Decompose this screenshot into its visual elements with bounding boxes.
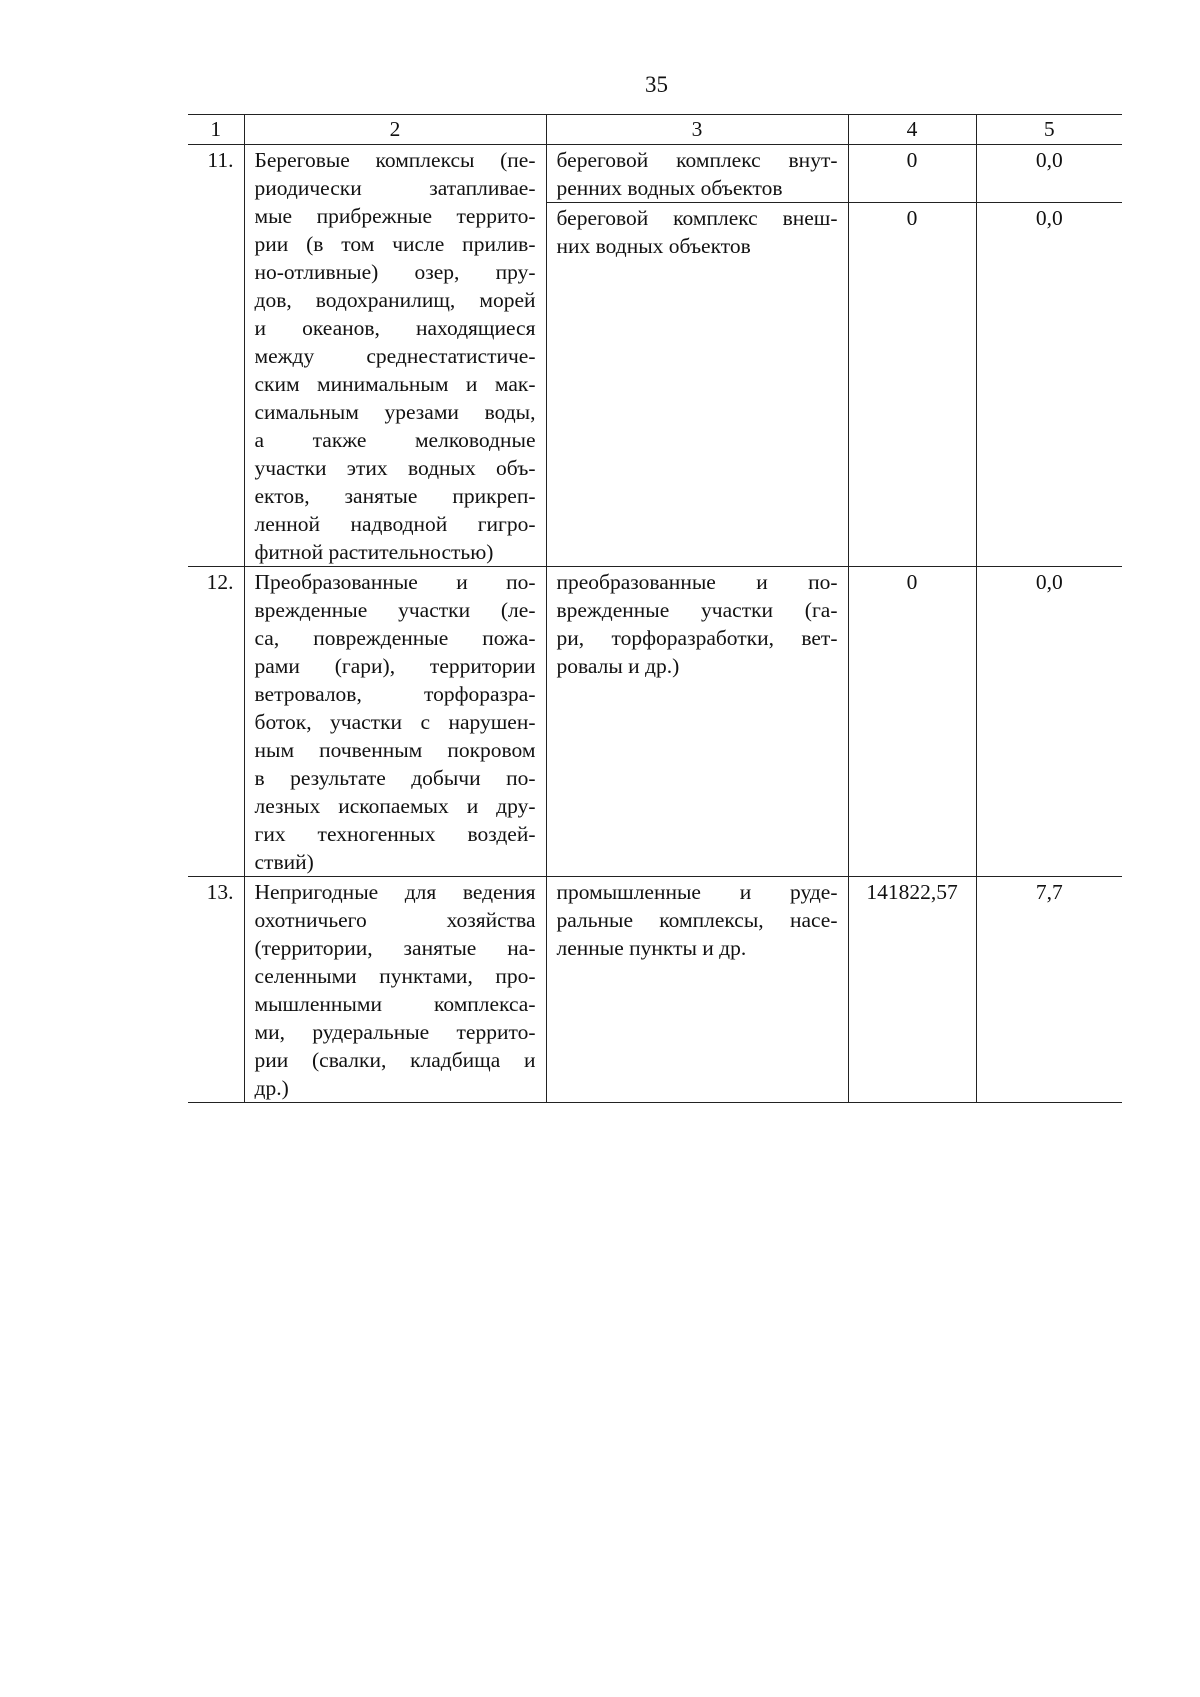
text-line: рии (в том числе прилив- [254, 232, 536, 256]
text-line: между среднестатистиче- [254, 344, 536, 368]
land-category-cell [244, 877, 546, 1103]
data-table [188, 114, 1122, 1103]
column-header: 2 [244, 115, 546, 145]
area-cell: 141822,57 [848, 877, 976, 1103]
text-line: рами (гари), территории [254, 654, 536, 678]
area-cell: 0 [848, 145, 976, 203]
text-line: промышленные и руде- [556, 880, 838, 904]
row-number: 13. [188, 877, 244, 1103]
text-line: ленной надводной гигро- [254, 512, 536, 536]
table-row [188, 145, 1122, 203]
text-line: фитной растительностью) [254, 540, 494, 564]
text-line: ским минимальным и мак- [254, 372, 536, 396]
text-line: врежденные участки (га- [556, 598, 838, 622]
table-row [188, 877, 1122, 1103]
column-header: 4 [848, 115, 976, 145]
text-line: ленные пункты и др. [556, 936, 747, 960]
text-line: ми, рудеральные террито- [254, 1020, 536, 1044]
text-line: ри, торфоразработки, вет- [556, 626, 838, 650]
percent-cell: 7,7 [976, 877, 1122, 1103]
text-line: симальным урезами воды, [254, 400, 536, 424]
text-line: береговой комплекс внеш- [556, 206, 838, 230]
text-line: мышленными комплекса- [254, 992, 536, 1016]
text-line: ствий) [254, 850, 314, 874]
text-line: ренних водных объектов [556, 176, 783, 200]
land-type-cell [546, 145, 848, 203]
text-line: боток, участки с нарушен- [254, 710, 536, 734]
text-line: лезных ископаемых и дру- [254, 794, 536, 818]
area-cell: 0 [848, 203, 976, 567]
percent-cell: 0,0 [976, 203, 1122, 567]
land-type-cell [546, 203, 848, 567]
text-line: рии (свалки, кладбища и [254, 1048, 536, 1072]
text-line: участки этих водных объ- [254, 456, 536, 480]
land-category-cell [244, 145, 546, 567]
text-line: береговой комплекс внут- [556, 148, 838, 172]
text-line: Непригодные для ведения [254, 880, 536, 904]
text-line: (территории, занятые на- [254, 936, 536, 960]
percent-cell: 0,0 [976, 145, 1122, 203]
land-type-cell [546, 877, 848, 1103]
text-line: Преобразованные и по- [254, 570, 536, 594]
column-header: 1 [188, 115, 244, 145]
column-header: 3 [546, 115, 848, 145]
area-cell: 0 [848, 567, 976, 877]
text-line: гих техногенных воздей- [254, 822, 536, 846]
text-line: ральные комплексы, насе- [556, 908, 838, 932]
table-header-row [188, 115, 1122, 145]
text-line: риодически затапливае- [254, 176, 536, 200]
text-line: охотничьего хозяйства [254, 908, 536, 932]
percent-cell: 0,0 [976, 567, 1122, 877]
text-line: дов, водохранилищ, морей [254, 288, 536, 312]
row-number: 12. [188, 567, 244, 877]
text-line: са, поврежденные пожа- [254, 626, 536, 650]
land-type-cell [546, 567, 848, 877]
text-line: ектов, занятые прикреп- [254, 484, 536, 508]
text-line: селенными пунктами, про- [254, 964, 536, 988]
text-line: врежденные участки (ле- [254, 598, 536, 622]
text-line: них водных объектов [556, 234, 751, 258]
text-line: мые прибрежные террито- [254, 204, 536, 228]
text-line: ветровалов, торфоразра- [254, 682, 536, 706]
text-line: но-отливные) озер, пру- [254, 260, 536, 284]
column-header: 5 [976, 115, 1122, 145]
text-line: в результате добычи по- [254, 766, 536, 790]
text-line: преобразованные и по- [556, 570, 838, 594]
text-line: ным почвенным покровом [254, 738, 536, 762]
text-line: а также мелководные [254, 428, 536, 452]
page-number: 35 [645, 72, 668, 97]
text-line: Береговые комплексы (пе- [254, 148, 536, 172]
text-line: др.) [254, 1076, 289, 1100]
land-category-cell [244, 567, 546, 877]
text-line: и океанов, находящиеся [254, 316, 536, 340]
text-line: ровалы и др.) [556, 654, 680, 678]
row-number: 11. [188, 145, 244, 567]
table-row [188, 567, 1122, 877]
